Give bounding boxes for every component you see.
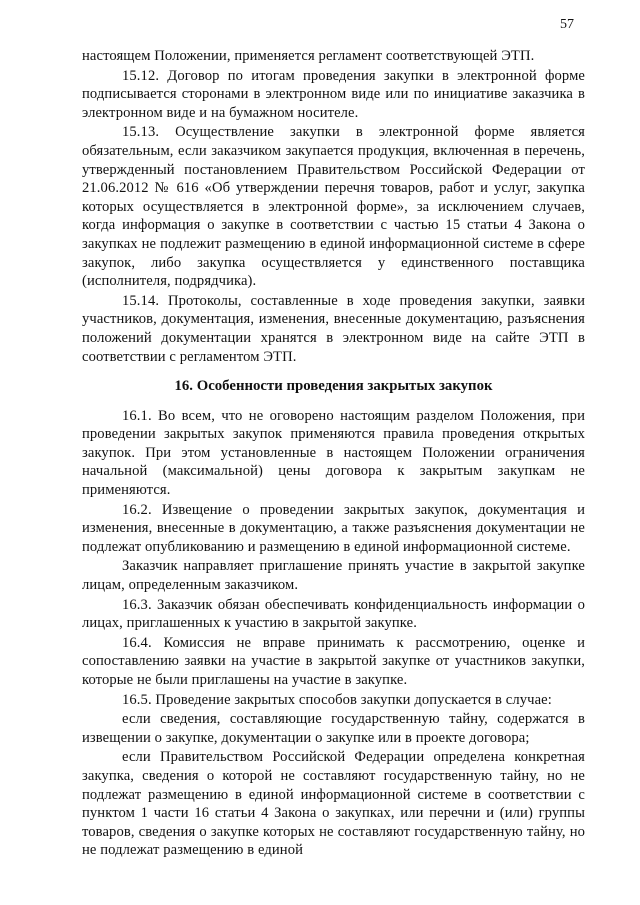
section-heading: 16. Особенности проведения закрытых закупок: [174, 378, 493, 395]
document-body: [82, 47, 585, 860]
paragraph-16-5: 16.5. Проведение закрытых способов закупки допускается в случае:: [122, 691, 552, 708]
paragraph-16-4: 16.4. Комиссия не вправе принимать к рассмотрению, оценке и сопоставлению заявки на участие в закрытой закупке от участников закупки, которые не были приглашены на участие в закупке.: [82, 634, 585, 688]
paragraph-invitation: Заказчик направляет приглашение принять участие в закрытой закупке лицам, определенным заказчиком.: [82, 558, 585, 594]
paragraph-continuation: настоящем Положении, применяется регламент соответствующей ЭТП.: [82, 48, 535, 64]
paragraph-16-3: 16.3. Заказчик обязан обеспечивать конфиденциальность информации о лицах, приглашенных к участию в закрытой закупке.: [82, 596, 585, 632]
paragraph-case-state-secret: если сведения, составляющие государственную тайну, содержатся в извещении о закупке, документации о закупке или в проекте договора;: [82, 711, 585, 746]
paragraph-15-14: 15.14. Протоколы, составленные в ходе проведения закупки, заявки участников, документация, изменения, внесенные документацию, разъяснения положений документации хранятся в электронном виде на сайте ЭТП в соответствии с регламентом ЭТП.: [82, 292, 585, 365]
paragraph-16-2: 16.2. Извещение о проведении закрытых закупок, документация и изменения, внесенные в документацию, а также разъяснения документации не подлежат опубликованию и размещению в единой информационной системе.: [82, 501, 585, 555]
page-number: 57: [560, 17, 574, 32]
paragraph-15-12: 15.12. Договор по итогам проведения закупки в электронной форме подписывается сторонами в электронном виде или по инициативе заказчика в электронном виде и на бумажном носителе.: [82, 67, 585, 121]
paragraph-15-13: 15.13. Осуществление закупки в электронной форме является обязательным, если заказчиком закупается продукция, включенная в перечень, утвержденный постановлением Правительством Российской Федерации от 21.06.2012 № 616 «Об утверждении перечня товаров, работ и услуг, закупка которых осуществляется в электронной форме», за исключением случаев, когда информация о закупке в соответствии с частью 15 статьи 4 Закона о закупках не подлежит размещению в единой информационной системе в сфере закупок, либо закупка осуществляется у единственного поставщика (исполнителя, подрядчика).: [82, 124, 585, 290]
paragraph-case-government: если Правительством Российской Федерации определена конкретная закупка, сведения о которой не составляют государственную тайну, но не подлежат размещению в единой информационной системе в соответствии с пунктом 1 части 16 статьи 4 Закона о закупках, или перечни и (или) группы товаров, сведения о закупке которых не составляют государственную тайну, но не подлежат размещению в единой: [82, 749, 585, 859]
paragraph-16-1: 16.1. Во всем, что не оговорено настоящим разделом Положения, при проведении закрытых закупок применяются правила проведения открытых закупок. При этом установленные в настоящем Положении ограничения начальной (максимальной) цены договора к закрытым закупкам не применяются.: [82, 407, 585, 499]
